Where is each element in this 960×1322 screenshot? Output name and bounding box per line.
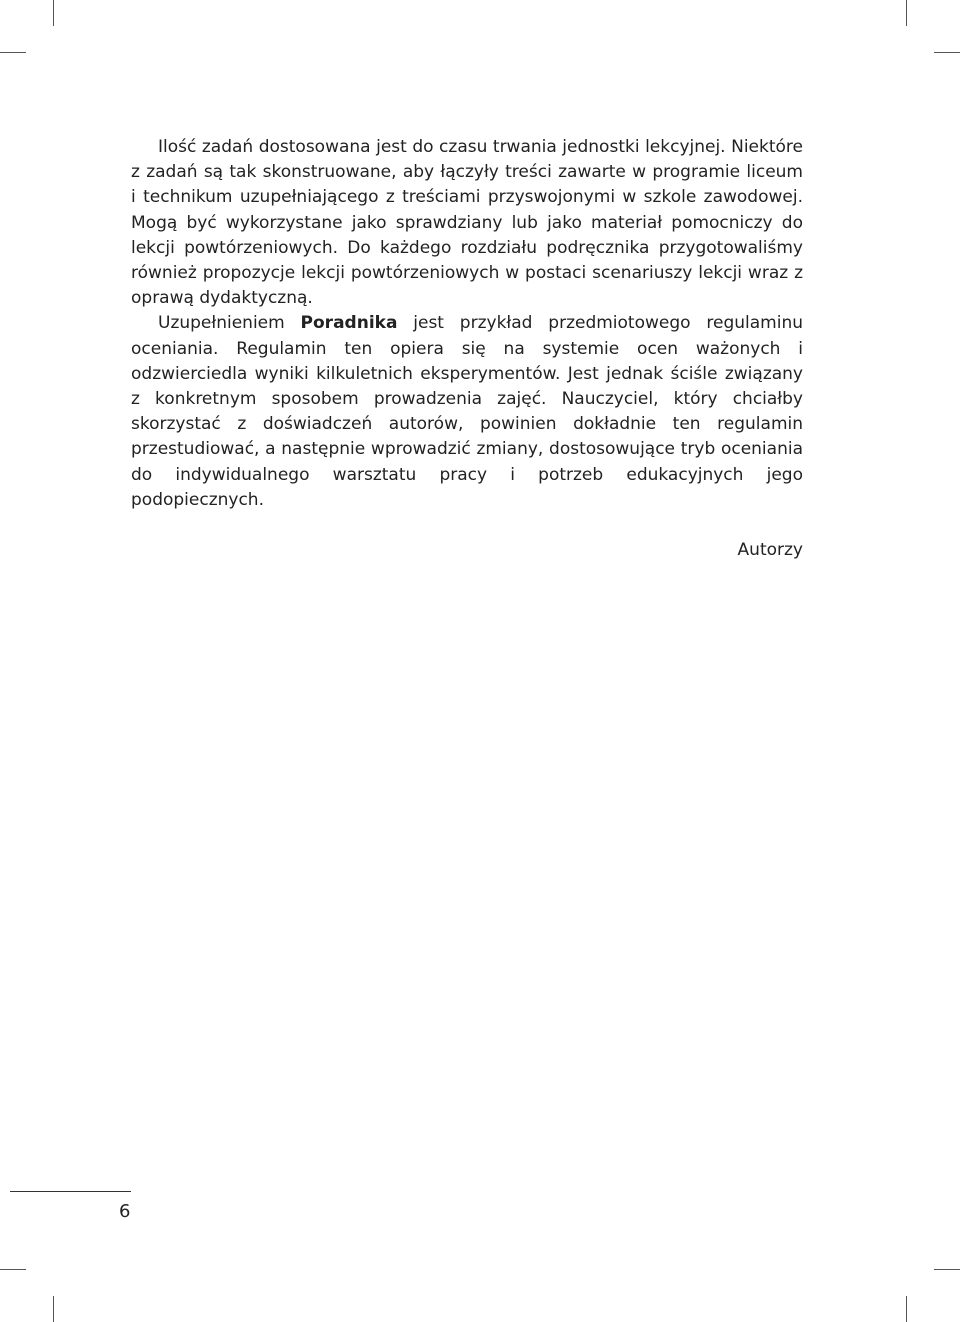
crop-mark-top-right-horizontal [934,52,960,53]
crop-mark-top-right-vertical [906,0,907,26]
body-text [131,135,803,513]
paragraph-2 [131,311,803,513]
crop-mark-top-left-vertical [53,0,54,26]
crop-mark-bottom-right-vertical [906,1296,907,1322]
signature: Autorzy [737,540,803,560]
crop-mark-bottom-right-horizontal [934,1269,960,1270]
crop-mark-bottom-left-horizontal [0,1269,26,1270]
paragraph-2-text-rest: jest przykład przedmiotowego regulaminu oceniania. Regulamin ten opiera się na systemie ocen ważonych i odzwierciedla wyniki kilkuletnich eksperymentów. Jest jednak ściśle związany z konkretnym sposobem prowadzenia zajęć. Nauczyciel, który chciałby skorzystać z doświadczeń autorów, powinien dokładnie ten regulamin przestudiować, a następnie wprowadzić zmiany, dostosowujące tryb oceniania do indywidualnego warsztatu pracy i potrzeb edukacyjnych jego podopiecznych. [131,313,803,510]
emphasis-poradnika: Poradnika [300,313,398,334]
crop-mark-top-left-horizontal [0,52,26,53]
crop-mark-bottom-left-vertical [53,1296,54,1322]
paragraph-2-text-start: Uzupełnieniem [158,313,301,334]
paragraph-1 [131,135,803,311]
paragraph-1-text: Ilość zadań dostosowana jest do czasu trwania jednostki lekcyjnej. Niektóre z zadań są tak skonstruowane, aby łączyły treści zawarte w programie liceum i technikum uzupełniającego z treściami przyswojonymi w szkole zawodowej. Mogą być wykorzystane jako sprawdziany lub jako materiał pomocniczy do lekcji powtórzeniowych. Do każdego rozdziału podręcznika przygotowaliśmy również propozycje lekcji powtórzeniowych w postaci scenariuszy lekcji wraz z oprawą dydaktyczną. [131,137,803,309]
page-number: 6 [119,1201,131,1222]
footer-rule [10,1191,131,1192]
